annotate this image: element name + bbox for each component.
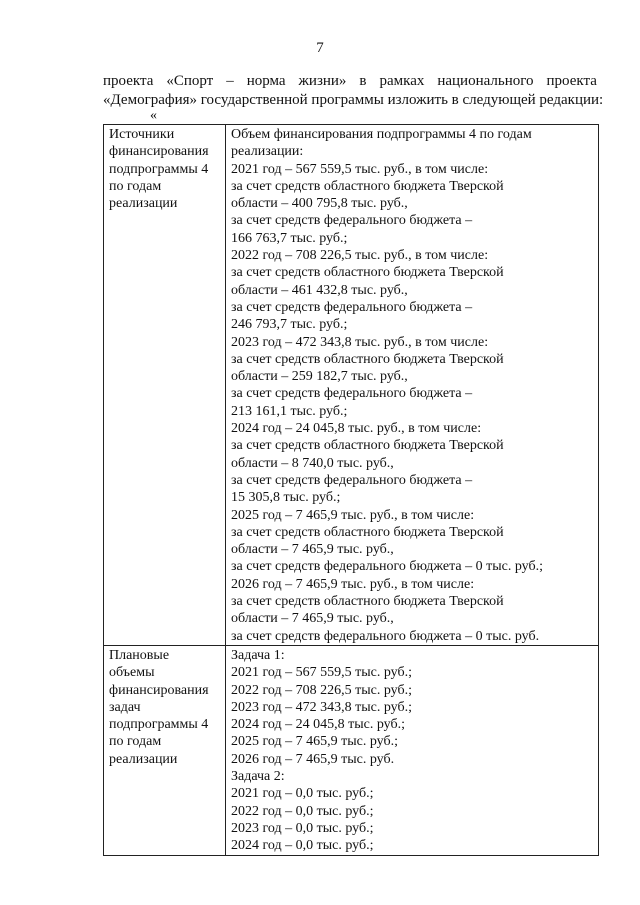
content-line: за счет средств федерального бюджета – 0 тыс. руб.; bbox=[231, 559, 543, 575]
content-line: области – 8 740,0 тыс. руб., bbox=[231, 455, 394, 471]
intro-word: национального bbox=[437, 73, 534, 89]
intro-word: в bbox=[359, 73, 367, 89]
content-line: за счет средств областного бюджета Тверской bbox=[231, 178, 504, 194]
intro-word: «Спорт bbox=[166, 73, 214, 89]
content-line: 166 763,7 тыс. руб.; bbox=[231, 230, 348, 246]
row-label-line: подпрограммы 4 bbox=[109, 717, 209, 733]
content-line: 2021 год – 0,0 тыс. руб.; bbox=[231, 786, 374, 802]
content-line: 2021 год – 567 559,5 тыс. руб., в том числе: bbox=[231, 161, 489, 177]
content-line: за счет средств областного бюджета Тверской bbox=[231, 524, 504, 540]
row-label-cell bbox=[104, 125, 226, 646]
content-line: 2022 год – 708 226,5 тыс. руб.; bbox=[231, 682, 412, 698]
content-line: за счет средств федерального бюджета – bbox=[231, 386, 473, 402]
row-label-line: финансирования bbox=[109, 144, 209, 160]
opening-quote-mark: « bbox=[150, 108, 157, 123]
intro-line-2: «Демография» государственной программы изложить в следующей редакции: bbox=[103, 92, 604, 108]
page-number: 7 bbox=[316, 40, 324, 56]
content-line: за счет средств федерального бюджета – bbox=[231, 299, 473, 315]
content-line: за счет средств федерального бюджета – 0 тыс. руб. bbox=[231, 628, 540, 644]
content-line: 2022 год – 0,0 тыс. руб.; bbox=[231, 803, 374, 819]
content-line: области – 7 465,9 тыс. руб., bbox=[231, 542, 394, 558]
row-label-line: по годам bbox=[109, 178, 162, 194]
row-content-cell bbox=[226, 125, 599, 646]
content-line: 2024 год – 24 045,8 тыс. руб.; bbox=[231, 717, 405, 733]
intro-word: – bbox=[226, 73, 234, 89]
content-line: 2026 год – 7 465,9 тыс. руб., в том числе: bbox=[231, 576, 475, 592]
row-label-line: задач bbox=[109, 699, 141, 715]
content-line: Задача 1: bbox=[231, 647, 285, 663]
content-line: 2024 год – 24 045,8 тыс. руб., в том числе: bbox=[231, 421, 482, 437]
content-line: за счет средств областного бюджета Тверской bbox=[231, 265, 504, 281]
content-line: за счет средств областного бюджета Тверской bbox=[231, 351, 504, 367]
table-row-planned-task-volumes bbox=[104, 645, 599, 855]
row-label-line: Плановые bbox=[109, 647, 170, 663]
row-label-line: Источники bbox=[109, 127, 175, 142]
content-line: 2023 год – 0,0 тыс. руб.; bbox=[231, 820, 374, 836]
content-line: 2026 год – 7 465,9 тыс. руб. bbox=[231, 751, 395, 767]
intro-word: рамках bbox=[379, 73, 425, 89]
content-line: области – 259 182,7 тыс. руб., bbox=[231, 369, 408, 385]
content-line: 213 161,1 тыс. руб.; bbox=[231, 403, 348, 419]
intro-word: жизни» bbox=[298, 73, 347, 89]
intro-word: норма bbox=[246, 73, 286, 89]
content-line: за счет средств федерального бюджета – bbox=[231, 213, 473, 229]
content-line: 2021 год – 567 559,5 тыс. руб.; bbox=[231, 665, 412, 681]
content-line: 2025 год – 7 465,9 тыс. руб.; bbox=[231, 734, 398, 750]
content-line: за счет средств федерального бюджета – bbox=[231, 472, 473, 488]
content-line: области – 7 465,9 тыс. руб., bbox=[231, 611, 394, 627]
row-content-cell bbox=[226, 645, 599, 855]
row-label-line: по годам bbox=[109, 734, 162, 750]
content-line: за счет средств областного бюджета Тверской bbox=[231, 438, 504, 454]
row-label-line: объемы bbox=[109, 665, 155, 681]
content-line: 2023 год – 472 343,8 тыс. руб.; bbox=[231, 699, 412, 715]
row-label-line: реализации bbox=[109, 196, 178, 212]
table-row-financing-sources bbox=[104, 125, 599, 646]
row-label-line: финансирования bbox=[109, 682, 209, 698]
intro-word: проекта bbox=[546, 73, 597, 89]
intro-paragraph bbox=[103, 72, 604, 110]
passport-table bbox=[103, 124, 599, 856]
content-line: 2024 год – 0,0 тыс. руб.; bbox=[231, 838, 374, 854]
content-line: 246 793,7 тыс. руб.; bbox=[231, 317, 348, 333]
content-line: 2025 год – 7 465,9 тыс. руб., в том числе: bbox=[231, 507, 475, 523]
row-label-cell bbox=[104, 645, 226, 855]
content-line: 2022 год – 708 226,5 тыс. руб., в том числе: bbox=[231, 248, 489, 264]
content-line: области – 400 795,8 тыс. руб., bbox=[231, 196, 408, 212]
content-line: за счет средств областного бюджета Тверской bbox=[231, 594, 504, 610]
content-line: 15 305,8 тыс. руб.; bbox=[231, 490, 341, 506]
row-label-line: реализации bbox=[109, 751, 178, 767]
content-line: Задача 2: bbox=[231, 768, 285, 784]
row-label-line: подпрограммы 4 bbox=[109, 161, 209, 177]
content-line: реализации: bbox=[231, 144, 304, 160]
intro-line-1 bbox=[103, 72, 597, 91]
intro-word: проекта bbox=[103, 73, 154, 89]
content-line: 2023 год – 472 343,8 тыс. руб., в том числе: bbox=[231, 334, 489, 350]
content-line: Объем финансирования подпрограммы 4 по годам bbox=[231, 127, 532, 142]
content-line: области – 461 432,8 тыс. руб., bbox=[231, 282, 408, 298]
